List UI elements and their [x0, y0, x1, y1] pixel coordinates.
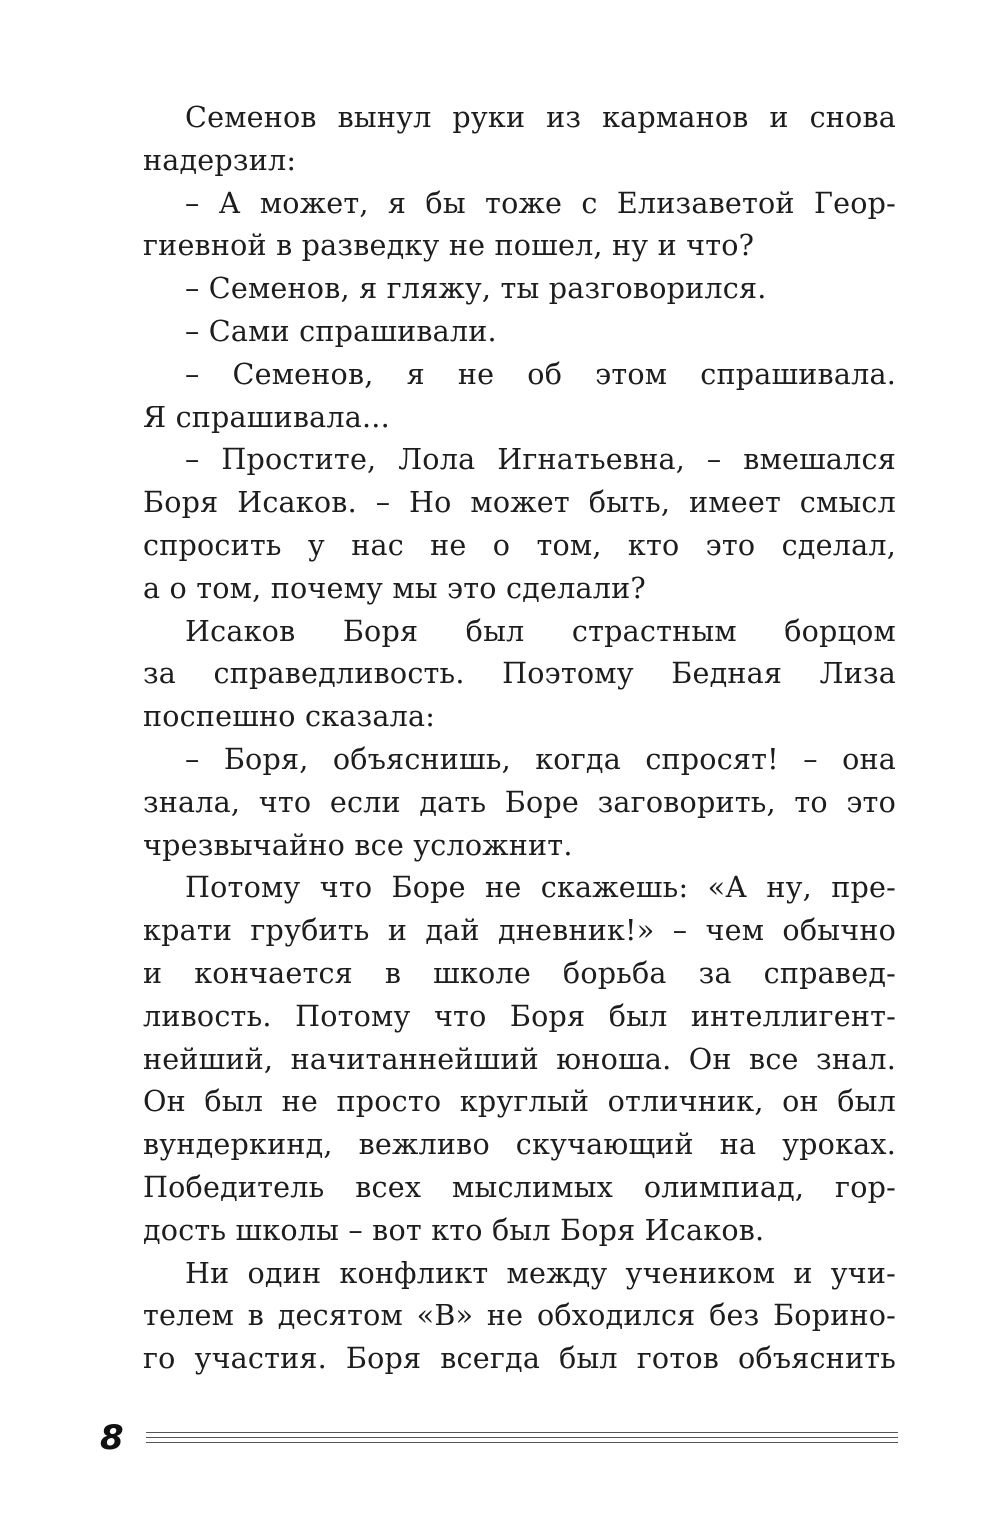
page-number: 8: [100, 1418, 124, 1458]
text-line: гиевной в разведку не пошел, ну и что?: [143, 228, 755, 263]
text-line: Он был не просто круглый отличник, он был: [143, 1084, 896, 1119]
text-line: го участия. Боря всегда был готов объяснить: [143, 1341, 896, 1376]
text-line: Я спрашивала...: [143, 399, 390, 434]
text-line: – Семенов, я не об этом спрашивала.: [185, 356, 896, 391]
text-line: спросить у нас не о том, кто это сделал,: [143, 527, 896, 562]
text-line: и кончается в школе борьба за справед-: [143, 955, 896, 990]
footer-rule: [146, 1437, 898, 1438]
text-line: Победитель всех мыслимых олимпиад, гор-: [143, 1169, 896, 1204]
text-line: за справедливость. Поэтому Бедная Лиза: [143, 656, 896, 691]
text-line: дость школы – вот кто был Боря Исаков.: [143, 1212, 765, 1247]
text-line: надерзил:: [143, 142, 297, 177]
footer-rule: [146, 1432, 898, 1433]
body-text: [143, 96, 896, 1380]
page-footer: [100, 1418, 898, 1458]
text-line: – Семенов, я гляжу, ты разговорился.: [185, 271, 767, 306]
text-line: нейший, начитаннейший юноша. Он все знал.: [143, 1041, 896, 1076]
text-line: вундеркинд, вежливо скучающий на уроках.: [143, 1127, 896, 1162]
text-line: – Сами спрашивали.: [185, 313, 497, 348]
text-line: Боря Исаков. – Но может быть, имеет смысл: [143, 485, 896, 520]
text-line: телем в десятом «В» не обходился без Борино-: [143, 1298, 896, 1333]
text-line: – Боря, объяснишь, когда спросят! – она: [185, 741, 896, 776]
text-line: а о том, почему мы это сделали?: [143, 570, 646, 605]
text-line: крати грубить и дай дневник!» – чем обычно: [143, 913, 896, 948]
text-line: – Простите, Лола Игнатьевна, – вмешался: [185, 442, 896, 477]
text-line: ливость. Потому что Боря был интеллигент-: [143, 998, 896, 1033]
text-line: Исаков Боря был страстным борцом: [185, 613, 896, 648]
text-line: Потому что Боре не скажешь: «А ну, пре-: [185, 870, 896, 905]
text-line: Ни один конфликт между учеником и учи-: [185, 1255, 896, 1290]
text-line: Семенов вынул руки из карманов и снова: [185, 100, 896, 134]
text-line: знала, что если дать Боре заговорить, то это: [143, 784, 896, 819]
footer-rule: [146, 1442, 898, 1443]
text-line: чрезвычайно все усложнит.: [143, 827, 573, 862]
text-line: поспешно сказала:: [143, 699, 436, 734]
text-line: – А может, я бы тоже с Елизаветой Геор-: [185, 185, 896, 220]
